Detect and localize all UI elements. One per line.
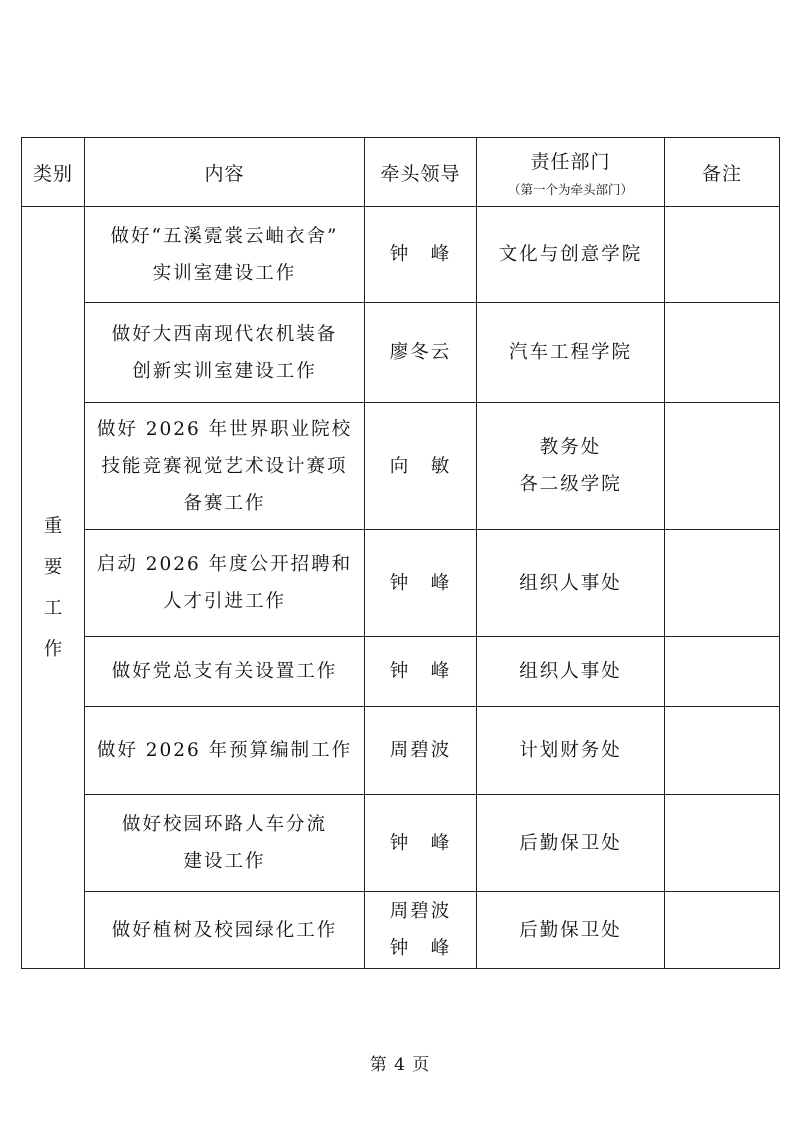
table-row	[22, 892, 780, 969]
content-cell	[85, 530, 365, 637]
work-plan-table	[21, 137, 780, 969]
table-row	[22, 403, 780, 530]
content-cell	[85, 303, 365, 403]
dept-cell-line: 文化与创意学院	[498, 244, 643, 265]
category-char: 作	[43, 638, 63, 660]
notes-cell	[665, 207, 780, 303]
dept-cell	[477, 795, 665, 892]
content-cell-line: 做好党总支有关设置工作	[111, 661, 338, 682]
table-row	[22, 530, 780, 637]
table-row	[22, 795, 780, 892]
notes-cell	[665, 892, 780, 969]
content-cell-line: 人才引进工作	[162, 591, 286, 612]
content-cell	[85, 207, 365, 303]
content-cell-line: 做好 2026 年世界职业院校	[96, 418, 353, 440]
header-lead: 牵头领导	[365, 138, 477, 207]
lead-cell-line: 钟 峰	[389, 832, 452, 854]
content-cell-line: 做好“五溪霓裳云岫衣舍”	[110, 225, 339, 247]
page-number: 第 4 页	[369, 1055, 431, 1075]
dept-cell	[477, 530, 665, 637]
lead-cell-line: 钟 峰	[389, 244, 452, 265]
header-category: 类别	[22, 138, 85, 207]
content-cell-line: 做好校园环路人车分流	[121, 814, 327, 835]
content-cell-line: 建设工作	[183, 851, 266, 872]
content-cell	[85, 892, 365, 969]
lead-cell	[365, 303, 477, 403]
category-char: 工	[43, 597, 63, 619]
lead-cell	[365, 637, 477, 707]
content-cell	[85, 403, 365, 530]
header-notes: 备注	[665, 138, 780, 207]
table-row	[22, 207, 780, 303]
dept-cell-line: 教务处	[539, 437, 602, 458]
notes-cell	[665, 637, 780, 707]
content-cell-line: 做好 2026 年预算编制工作	[96, 740, 353, 761]
lead-cell	[365, 403, 477, 530]
content-cell	[85, 707, 365, 795]
dept-cell-line: 计划财务处	[519, 740, 622, 761]
content-cell-line: 启动 2026 年度公开招聘和	[96, 554, 353, 575]
header-content: 内容	[85, 138, 365, 207]
notes-cell	[665, 707, 780, 795]
dept-cell	[477, 637, 665, 707]
content-cell-line: 技能竞赛视觉艺术设计赛项	[101, 455, 348, 477]
lead-cell	[365, 207, 477, 303]
lead-cell-line: 向 敏	[389, 455, 452, 477]
table-row	[22, 303, 780, 403]
lead-cell-line: 钟 峰	[389, 938, 452, 959]
notes-cell	[665, 303, 780, 403]
dept-cell-line: 组织人事处	[519, 661, 622, 682]
dept-cell	[477, 403, 665, 530]
dept-cell-line: 组织人事处	[519, 572, 622, 594]
category-char: 要	[43, 556, 63, 578]
dept-cell-line: 汽车工程学院	[508, 342, 632, 363]
table-row	[22, 637, 780, 707]
dept-cell-line: 各二级学院	[519, 474, 622, 495]
content-cell-line: 做好大西南现代农机装备	[111, 323, 338, 345]
table-row	[22, 707, 780, 795]
header-row	[22, 138, 780, 207]
dept-cell	[477, 707, 665, 795]
lead-cell-line: 钟 峰	[389, 572, 452, 594]
lead-cell	[365, 892, 477, 969]
notes-cell	[665, 403, 780, 530]
dept-cell	[477, 892, 665, 969]
content-cell-line: 备赛工作	[183, 492, 266, 514]
content-cell-line: 创新实训室建设工作	[132, 360, 317, 382]
dept-cell-line: 后勤保卫处	[519, 919, 622, 941]
dept-cell	[477, 207, 665, 303]
content-cell	[85, 795, 365, 892]
lead-cell-line: 周碧波	[389, 901, 452, 922]
dept-cell-line: 后勤保卫处	[519, 832, 622, 854]
header-dept: 责任部门	[530, 150, 611, 173]
lead-cell-line: 廖冬云	[389, 342, 452, 363]
dept-cell	[477, 303, 665, 403]
category-char: 重	[43, 515, 63, 537]
lead-cell-line: 钟 峰	[389, 661, 452, 682]
lead-cell	[365, 530, 477, 637]
header-dept-cell	[477, 138, 665, 207]
category-cell	[22, 207, 85, 969]
lead-cell-line: 周碧波	[389, 740, 452, 761]
content-cell-line: 实训室建设工作	[152, 262, 297, 284]
content-cell-line: 做好植树及校园绿化工作	[111, 919, 338, 941]
header-dept-note: （第一个为牵头部门）	[507, 181, 633, 197]
lead-cell	[365, 707, 477, 795]
notes-cell	[665, 795, 780, 892]
content-cell	[85, 637, 365, 707]
lead-cell	[365, 795, 477, 892]
notes-cell	[665, 530, 780, 637]
